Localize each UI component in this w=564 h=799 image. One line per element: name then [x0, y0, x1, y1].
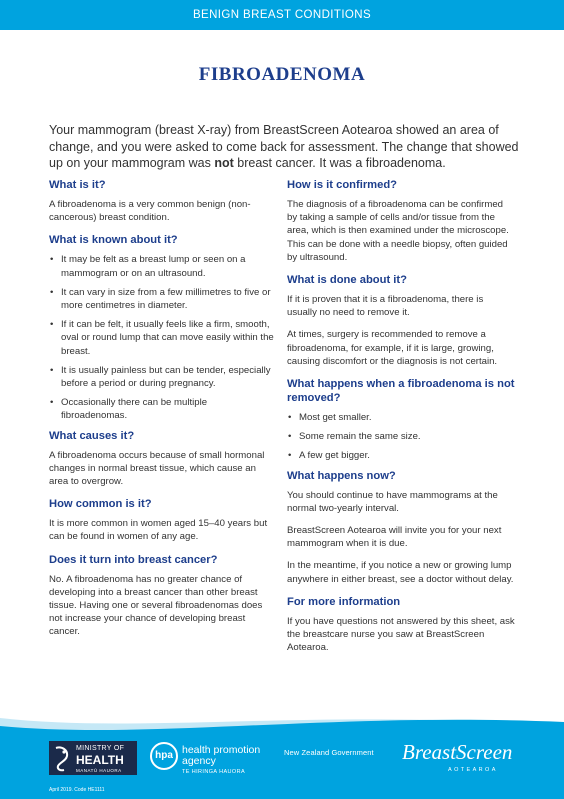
section-now	[287, 469, 515, 586]
nz-government-logo: New Zealand Government	[284, 748, 374, 757]
heading-done: What is done about it?	[287, 274, 407, 287]
heading-what-is-it: What is it?	[49, 179, 106, 191]
list-item: • Occasionally there can be multiple fibroadenomas.	[49, 396, 275, 422]
page-title: FIBROADENOMA	[198, 64, 366, 85]
text-now-2: BreastScreen Aotearoa will invite you for your next mammogram when it is due.	[287, 525, 502, 550]
section-common	[49, 497, 275, 543]
moh-line1: MINISTRY OF	[76, 745, 125, 752]
list-item: • It can vary in size from a few millimetres to five or more centimetres in diameter.	[49, 286, 275, 312]
breastscreen-wordmark: BreastScreen	[402, 740, 513, 764]
section-cancer	[49, 553, 275, 639]
section-confirmed	[287, 178, 515, 264]
top-banner	[0, 0, 564, 30]
list-item: • It may be felt as a breast lump or seen on a mammogram or on an ultrasound.	[49, 253, 275, 279]
heading-cancer: Does it turn into breast cancer?	[49, 553, 218, 566]
health-promotion-agency-logo	[150, 740, 275, 780]
section-causes	[49, 429, 275, 489]
crest-icon	[52, 744, 72, 772]
list-not-removed	[287, 411, 515, 463]
section-not-removed	[287, 377, 515, 463]
section-what-is-it	[49, 178, 275, 224]
list-item: • Most get smaller.	[287, 411, 515, 424]
text-cancer: No. A fibroadenoma has no greater chance of developing into a breast cancer than other breast tissue. Having one or several fibroadenomas does not increase your chance of developing breast cancer.	[49, 573, 263, 638]
date-code: April 2019. Code HE1111	[49, 787, 105, 793]
text-more: If you have questions not answered by this sheet, ask the breastcare nurse you saw at BreastScreen Aotearoa.	[287, 615, 515, 654]
hpa-line2: agency	[182, 755, 216, 767]
intro-text-end: breast cancer. It was a fibroadenoma.	[233, 156, 446, 170]
hpa-line1: health promotion	[182, 744, 261, 756]
breastscreen-logo	[402, 740, 522, 780]
ministry-of-health-logo	[49, 741, 137, 775]
heading-known: What is known about it?	[49, 234, 178, 247]
heading-not-removed: What happens when a fibroadenoma is not removed?	[287, 378, 515, 405]
text-common: It is more common in women aged 15–40 years but can be found in women of any age.	[49, 518, 268, 543]
left-column	[49, 178, 275, 648]
text-done-1: If it is proven that it is a fibroadenoma, there is usually no need to remove it.	[287, 294, 484, 319]
text-causes: A fibroadenoma occurs because of small hormonal changes in normal breast tissue, which cause an area to overgrow.	[49, 449, 265, 488]
section-more	[287, 595, 515, 655]
hpa-circle-icon: hpa	[150, 742, 178, 770]
list-known	[49, 253, 275, 422]
breastscreen-subtitle: AOTEAROA	[448, 767, 498, 773]
list-item: • A few get bigger.	[287, 449, 515, 462]
intro-paragraph	[49, 122, 519, 172]
heading-confirmed: How is it confirmed?	[287, 179, 398, 191]
section-known	[49, 233, 275, 422]
intro-bold: not	[214, 156, 234, 170]
heading-now: What happens now?	[287, 469, 396, 482]
text-done-2: At times, surgery is recommended to remove a fibroadenoma, for example, if it is large, growing, causing discomfort or the diagnosis is not certain.	[287, 329, 498, 367]
heading-causes: What causes it?	[49, 429, 135, 442]
heading-common: How common is it?	[49, 498, 152, 511]
text-now-3: In the meantime, if you notice a new or growing lump anywhere in either breast, see a doctor without delay.	[287, 560, 514, 585]
text-confirmed: The diagnosis of a fibroadenoma can be confirmed by taking a sample of cells and/or tissue from the area, which is then examined under the microscope. This can be done with a needle biopsy, often guided by ultrasound.	[287, 199, 509, 263]
intro-text-start: Your mammogram (breast X-ray) from BreastScreen Aotearoa showed an area of change, and you were asked to come back for assessment. The change that showed up on your mammogram was	[49, 123, 519, 170]
text-now-1: You should continue to have mammograms at the normal two-yearly interval.	[287, 489, 498, 514]
text-what-is-it: A fibroadenoma is a very common benign (non-cancerous) breast condition.	[49, 199, 251, 224]
banner-title: BENIGN BREAST CONDITIONS	[192, 9, 372, 21]
section-done	[287, 273, 515, 368]
moh-line2: HEALTH	[76, 753, 124, 767]
list-item: • If it can be felt, it usually feels like a firm, smooth, oval or round lump that can move easily within the breast.	[49, 318, 275, 358]
moh-line3: MANATŪ HAUORA	[76, 768, 122, 773]
list-item: • It is usually painless but can be tender, especially before a period or during pregnancy.	[49, 364, 275, 390]
right-column	[287, 178, 515, 663]
hpa-line3: TE HIRINGA HAUORA	[182, 769, 246, 775]
heading-more: For more information	[287, 595, 401, 608]
list-item: • Some remain the same size.	[287, 430, 515, 443]
